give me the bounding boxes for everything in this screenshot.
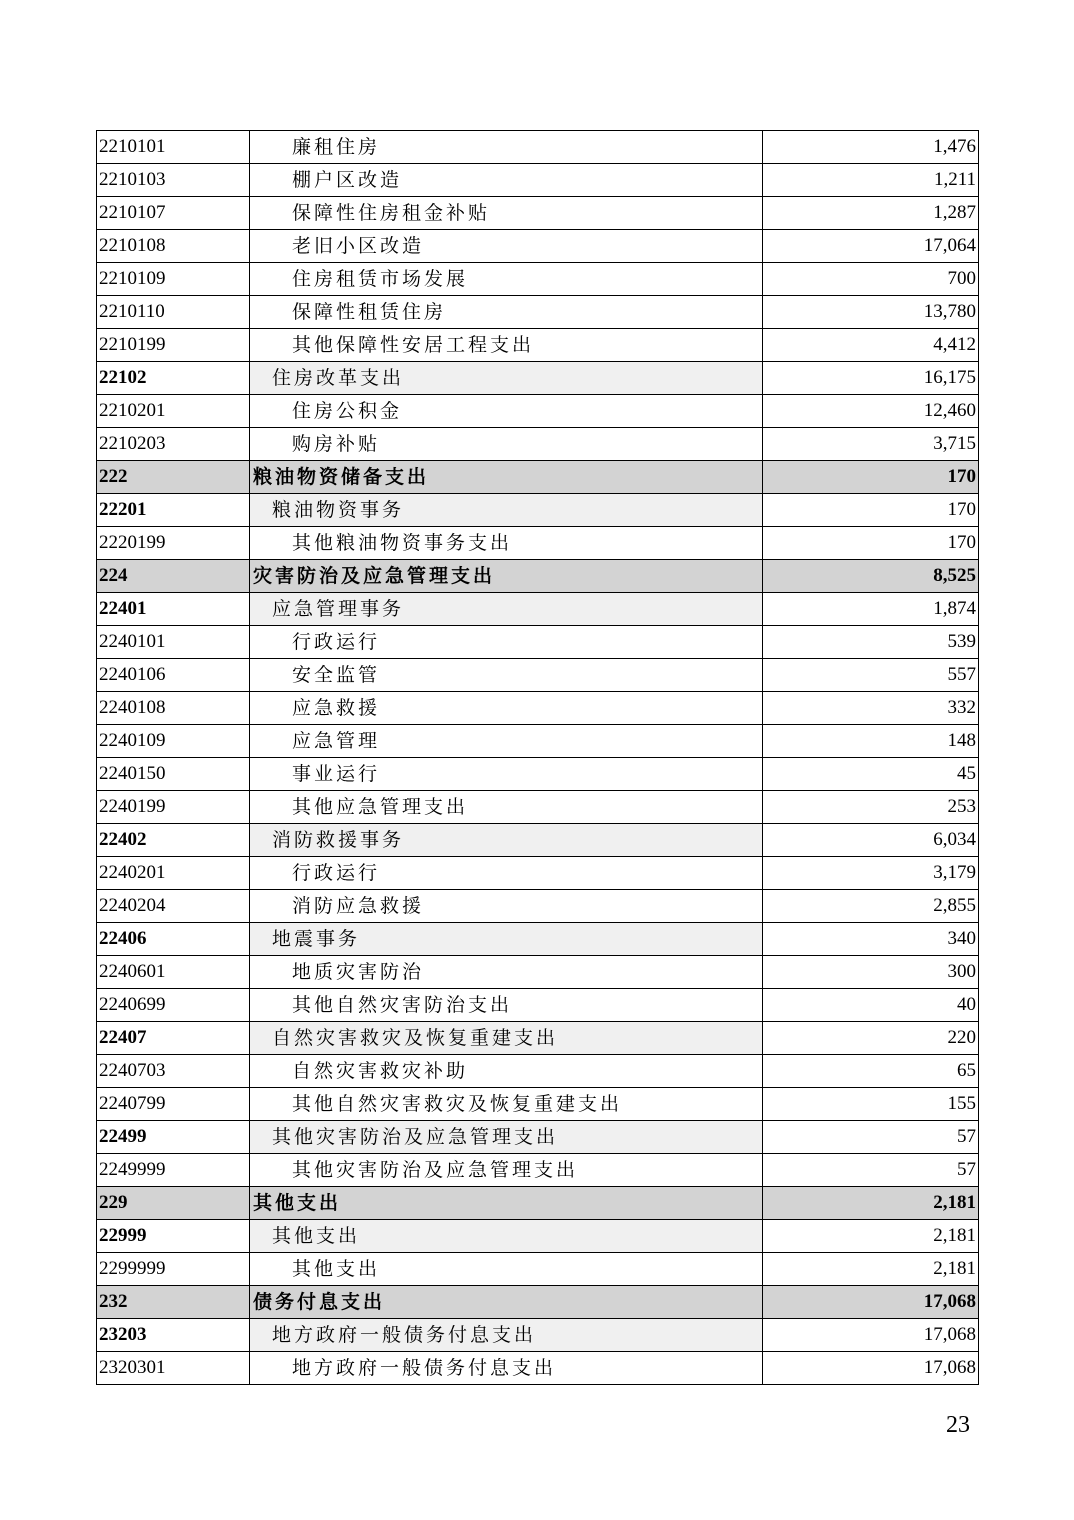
table-row <box>97 1154 979 1187</box>
table-row <box>97 527 979 560</box>
table-row <box>97 1319 979 1352</box>
name-cell: 住房改革支出 <box>250 362 763 395</box>
table-row <box>97 1286 979 1319</box>
code-cell: 2210103 <box>97 164 250 197</box>
amount-cell: 16,175 <box>763 362 979 395</box>
table-row <box>97 461 979 494</box>
amount-cell: 57 <box>763 1121 979 1154</box>
table-row <box>97 923 979 956</box>
amount-cell: 170 <box>763 527 979 560</box>
code-cell: 232 <box>97 1286 250 1319</box>
name-cell: 应急救援 <box>250 692 763 725</box>
amount-cell: 17,068 <box>763 1352 979 1385</box>
amount-cell: 2,181 <box>763 1187 979 1220</box>
amount-cell: 2,181 <box>763 1220 979 1253</box>
amount-cell: 40 <box>763 989 979 1022</box>
code-cell: 2210109 <box>97 263 250 296</box>
code-cell: 2249999 <box>97 1154 250 1187</box>
name-cell: 地质灾害防治 <box>250 956 763 989</box>
name-cell: 其他应急管理支出 <box>250 791 763 824</box>
amount-cell: 170 <box>763 494 979 527</box>
amount-cell: 4,412 <box>763 329 979 362</box>
amount-cell: 1,874 <box>763 593 979 626</box>
table-row <box>97 725 979 758</box>
table-row <box>97 560 979 593</box>
amount-cell: 17,064 <box>763 230 979 263</box>
name-cell: 粮油物资事务 <box>250 494 763 527</box>
table-row <box>97 758 979 791</box>
name-cell: 应急管理事务 <box>250 593 763 626</box>
name-cell: 自然灾害救灾补助 <box>250 1055 763 1088</box>
code-cell: 22401 <box>97 593 250 626</box>
name-cell: 灾害防治及应急管理支出 <box>250 560 763 593</box>
table-row <box>97 131 979 164</box>
amount-cell: 253 <box>763 791 979 824</box>
code-cell: 2240201 <box>97 857 250 890</box>
name-cell: 廉租住房 <box>250 131 763 164</box>
name-cell: 地方政府一般债务付息支出 <box>250 1352 763 1385</box>
code-cell: 22407 <box>97 1022 250 1055</box>
name-cell: 事业运行 <box>250 758 763 791</box>
name-cell: 住房租赁市场发展 <box>250 263 763 296</box>
amount-cell: 6,034 <box>763 824 979 857</box>
table-row <box>97 824 979 857</box>
name-cell: 粮油物资储备支出 <box>250 461 763 494</box>
name-cell: 其他自然灾害防治支出 <box>250 989 763 1022</box>
code-cell: 23203 <box>97 1319 250 1352</box>
amount-cell: 1,211 <box>763 164 979 197</box>
amount-cell: 557 <box>763 659 979 692</box>
amount-cell: 13,780 <box>763 296 979 329</box>
amount-cell: 1,287 <box>763 197 979 230</box>
name-cell: 其他支出 <box>250 1187 763 1220</box>
amount-cell: 3,179 <box>763 857 979 890</box>
name-cell: 老旧小区改造 <box>250 230 763 263</box>
amount-cell: 700 <box>763 263 979 296</box>
amount-cell: 8,525 <box>763 560 979 593</box>
code-cell: 2240204 <box>97 890 250 923</box>
name-cell: 其他自然灾害救灾及恢复重建支出 <box>250 1088 763 1121</box>
amount-cell: 17,068 <box>763 1319 979 1352</box>
code-cell: 2240699 <box>97 989 250 1022</box>
table-row <box>97 494 979 527</box>
name-cell: 其他灾害防治及应急管理支出 <box>250 1154 763 1187</box>
code-cell: 22406 <box>97 923 250 956</box>
code-cell: 2240109 <box>97 725 250 758</box>
amount-cell: 2,855 <box>763 890 979 923</box>
budget-expenditure-table <box>96 130 979 1385</box>
amount-cell: 57 <box>763 1154 979 1187</box>
amount-cell: 12,460 <box>763 395 979 428</box>
table-row <box>97 1121 979 1154</box>
code-cell: 2210107 <box>97 197 250 230</box>
name-cell: 其他灾害防治及应急管理支出 <box>250 1121 763 1154</box>
name-cell: 行政运行 <box>250 626 763 659</box>
amount-cell: 1,476 <box>763 131 979 164</box>
table-row <box>97 230 979 263</box>
name-cell: 保障性租赁住房 <box>250 296 763 329</box>
name-cell: 住房公积金 <box>250 395 763 428</box>
code-cell: 2240108 <box>97 692 250 725</box>
table-row <box>97 362 979 395</box>
table-row <box>97 1352 979 1385</box>
code-cell: 2240150 <box>97 758 250 791</box>
table-row <box>97 1088 979 1121</box>
table-row <box>97 1187 979 1220</box>
table-row <box>97 329 979 362</box>
code-cell: 2320301 <box>97 1352 250 1385</box>
table-row <box>97 989 979 1022</box>
code-cell: 229 <box>97 1187 250 1220</box>
code-cell: 2240106 <box>97 659 250 692</box>
amount-cell: 148 <box>763 725 979 758</box>
table-row <box>97 626 979 659</box>
code-cell: 2299999 <box>97 1253 250 1286</box>
amount-cell: 300 <box>763 956 979 989</box>
code-cell: 22499 <box>97 1121 250 1154</box>
name-cell: 保障性住房租金补贴 <box>250 197 763 230</box>
code-cell: 22402 <box>97 824 250 857</box>
amount-cell: 17,068 <box>763 1286 979 1319</box>
name-cell: 地震事务 <box>250 923 763 956</box>
amount-cell: 340 <box>763 923 979 956</box>
name-cell: 行政运行 <box>250 857 763 890</box>
code-cell: 2240601 <box>97 956 250 989</box>
name-cell: 地方政府一般债务付息支出 <box>250 1319 763 1352</box>
code-cell: 2210203 <box>97 428 250 461</box>
amount-cell: 65 <box>763 1055 979 1088</box>
code-cell: 2220199 <box>97 527 250 560</box>
code-cell: 22201 <box>97 494 250 527</box>
amount-cell: 220 <box>763 1022 979 1055</box>
page-number: 23 <box>946 1412 970 1438</box>
code-cell: 22999 <box>97 1220 250 1253</box>
code-cell: 2210201 <box>97 395 250 428</box>
code-cell: 2240703 <box>97 1055 250 1088</box>
amount-cell: 2,181 <box>763 1253 979 1286</box>
table-row <box>97 296 979 329</box>
table-row <box>97 1055 979 1088</box>
code-cell: 2210199 <box>97 329 250 362</box>
name-cell: 消防救援事务 <box>250 824 763 857</box>
code-cell: 2210101 <box>97 131 250 164</box>
table-row <box>97 164 979 197</box>
table-row <box>97 890 979 923</box>
table-row <box>97 791 979 824</box>
table-row <box>97 659 979 692</box>
table-row <box>97 263 979 296</box>
amount-cell: 332 <box>763 692 979 725</box>
name-cell: 其他支出 <box>250 1253 763 1286</box>
table-row <box>97 395 979 428</box>
amount-cell: 45 <box>763 758 979 791</box>
table-body <box>97 131 979 1385</box>
code-cell: 2210110 <box>97 296 250 329</box>
amount-cell: 539 <box>763 626 979 659</box>
table-row <box>97 1253 979 1286</box>
table-row <box>97 197 979 230</box>
name-cell: 债务付息支出 <box>250 1286 763 1319</box>
code-cell: 2240101 <box>97 626 250 659</box>
code-cell: 224 <box>97 560 250 593</box>
code-cell: 222 <box>97 461 250 494</box>
amount-cell: 155 <box>763 1088 979 1121</box>
name-cell: 购房补贴 <box>250 428 763 461</box>
name-cell: 安全监管 <box>250 659 763 692</box>
name-cell: 其他支出 <box>250 1220 763 1253</box>
table-row <box>97 1022 979 1055</box>
code-cell: 2240799 <box>97 1088 250 1121</box>
table-row <box>97 956 979 989</box>
code-cell: 22102 <box>97 362 250 395</box>
name-cell: 其他保障性安居工程支出 <box>250 329 763 362</box>
name-cell: 其他粮油物资事务支出 <box>250 527 763 560</box>
table-row <box>97 857 979 890</box>
table-row <box>97 692 979 725</box>
amount-cell: 170 <box>763 461 979 494</box>
name-cell: 棚户区改造 <box>250 164 763 197</box>
code-cell: 2240199 <box>97 791 250 824</box>
table-row <box>97 1220 979 1253</box>
table-row <box>97 593 979 626</box>
code-cell: 2210108 <box>97 230 250 263</box>
table-row <box>97 428 979 461</box>
name-cell: 消防应急救援 <box>250 890 763 923</box>
name-cell: 自然灾害救灾及恢复重建支出 <box>250 1022 763 1055</box>
amount-cell: 3,715 <box>763 428 979 461</box>
name-cell: 应急管理 <box>250 725 763 758</box>
